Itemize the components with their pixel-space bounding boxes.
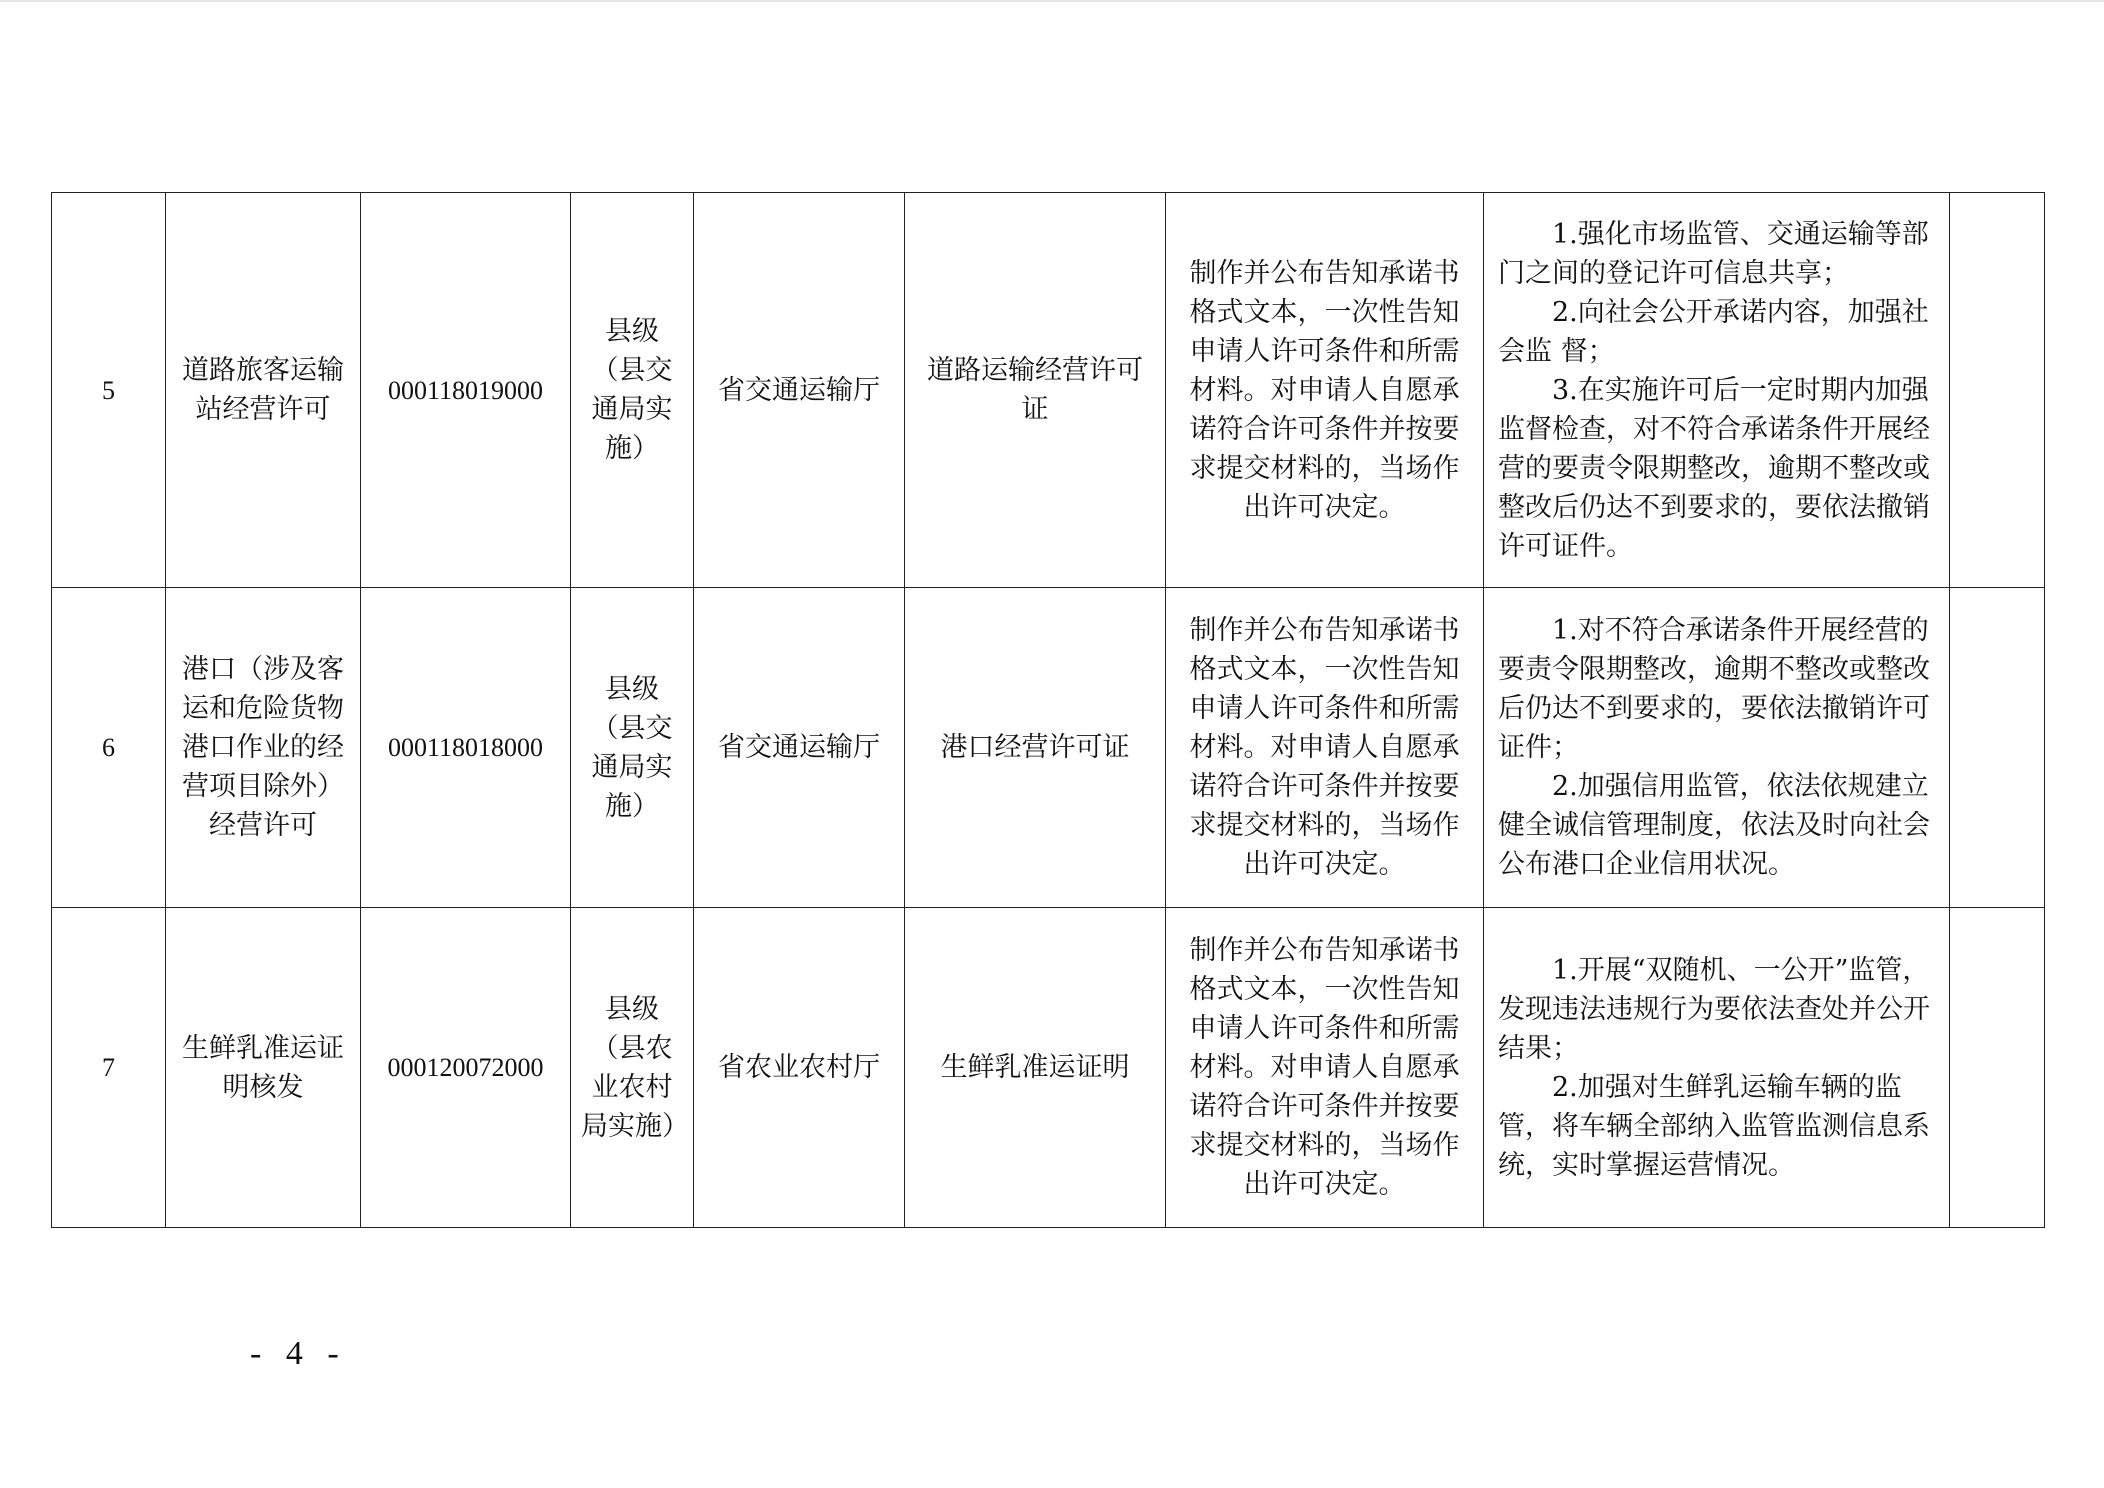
implementation-level: 县级（县农业农村局实施） xyxy=(571,908,694,1228)
license-name: 道路运输经营许可证 xyxy=(905,193,1166,588)
measure-item: 2.向社会公开承诺内容，加强社会监 督； xyxy=(1498,296,1929,367)
license-name: 生鲜乳准运证明 xyxy=(905,908,1166,1228)
implementation-level: 县级（县交通局实施） xyxy=(571,588,694,908)
page-top-border xyxy=(0,0,2104,2)
department: 省交通运输厅 xyxy=(694,193,905,588)
page-number: - 4 - xyxy=(250,1335,347,1372)
measure-item: 1.对不符合承诺条件开展经营的要责令限期整改，逾期不整改或整改后仍达不到要求的，要依法撤销许可证件； xyxy=(1498,615,1930,763)
row-number: 6 xyxy=(52,588,166,908)
remark xyxy=(1950,908,2045,1228)
row-number: 7 xyxy=(52,908,166,1228)
implementation-level: 县级（县交通局实施） xyxy=(571,193,694,588)
measure-item: 1.强化市场监管、交通运输等部门之间的登记许可信息共享； xyxy=(1498,218,1929,289)
item-name: 生鲜乳准运证明核发 xyxy=(166,908,361,1228)
item-code: 000120072000 xyxy=(361,908,571,1228)
row-number: 5 xyxy=(52,193,166,588)
supervision-measures xyxy=(1484,588,1950,908)
reform-method: 制作并公布告知承诺书格式文本，一次性告知申请人许可条件和所需材料。对申请人自愿承诺符合许可条件并按要求提交材料的，当场作出许可决定。 xyxy=(1166,908,1484,1228)
measure-item: 2.加强信用监管，依法依规建立健全诚信管理制度，依法及时向社会公布港口企业信用状况。 xyxy=(1498,771,1930,880)
department: 省交通运输厅 xyxy=(694,588,905,908)
measure-item: 2.加强对生鲜乳运输车辆的监管，将车辆全部纳入监管监测信息系统，实时掌握运营情况。 xyxy=(1498,1071,1930,1181)
item-code: 000118018000 xyxy=(361,588,571,908)
remark xyxy=(1950,588,2045,908)
measure-item: 1.开展“双随机、一公开”监管，发现违法违规行为要依法查处并公开结果； xyxy=(1498,954,1930,1064)
table-row xyxy=(52,908,2045,1228)
permit-reform-table xyxy=(51,192,2045,1228)
supervision-measures xyxy=(1484,193,1950,588)
department: 省农业农村厅 xyxy=(694,908,905,1228)
remark xyxy=(1950,193,2045,588)
reform-method: 制作并公布告知承诺书格式文本，一次性告知申请人许可条件和所需材料。对申请人自愿承诺符合许可条件并按要求提交材料的，当场作出许可决定。 xyxy=(1166,193,1484,588)
item-code: 000118019000 xyxy=(361,193,571,588)
item-name: 道路旅客运输站经营许可 xyxy=(166,193,361,588)
supervision-measures xyxy=(1484,908,1950,1228)
table-row xyxy=(52,588,2045,908)
table-row xyxy=(52,193,2045,588)
measure-item: 3.在实施许可后一定时期内加强监督检查，对不符合承诺条件开展经营的要责令限期整改，逾期不整改或整改后仍达不到要求的，要依法撤销许可证件。 xyxy=(1498,374,1930,562)
reform-method: 制作并公布告知承诺书格式文本，一次性告知申请人许可条件和所需材料。对申请人自愿承诺符合许可条件并按要求提交材料的，当场作出许可决定。 xyxy=(1166,588,1484,908)
license-name: 港口经营许可证 xyxy=(905,588,1166,908)
item-name: 港口（涉及客运和危险货物港口作业的经营项目除外）经营许可 xyxy=(166,588,361,908)
